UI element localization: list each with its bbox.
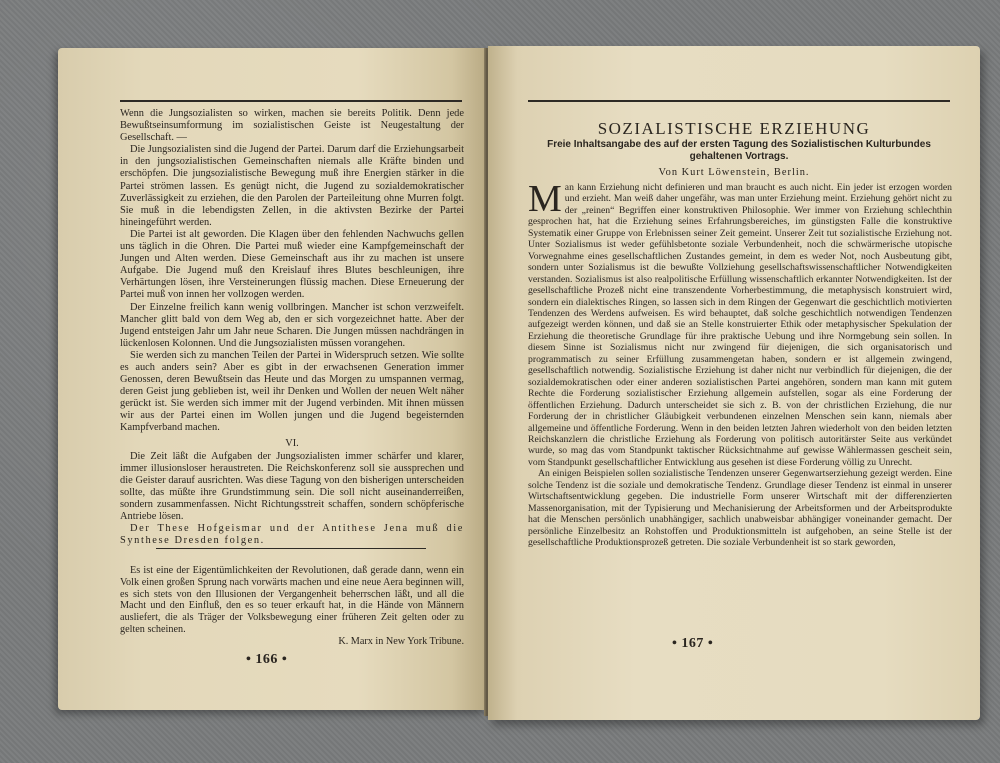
- top-rule-right: [528, 100, 950, 102]
- paragraph: Wenn die Jungsozialisten so wirken, machen sie bereits Politik. Denn jede Bewußtseinsumformung im sozialistischen Geiste ist Neugestaltung der Gesellschaft. —: [120, 108, 464, 144]
- right-body-text: [528, 178, 952, 549]
- paragraph: Sie werden sich zu manchen Teilen der Partei in Widerspruch setzen. Wie sollte es auch anders sein? Aber es gibt in der erwachsenen Generation immer Genossen, deren Bewußtsein das Heute und das Morgen zu umspannen vermag, deren Geist jung geblieben ist, weil ihr Denken und Wollen der neuen Welt näher gerückt ist. Sie werden sich immer mit der Jugend verbinden. Mit ihnen müssen wir aus der Partei einen im Wollen jungen und die Jugend begeisternden Kampfverband machen.: [120, 349, 464, 434]
- paragraph: Der These Hofgeismar und der Antithese Jena muß die Synthese Dresden folgen.: [120, 523, 464, 547]
- right-page: [488, 46, 980, 720]
- article-subtitle: Freie Inhaltsangabe des auf der ersten Tagung des Sozialistischen Kulturbundes gehaltenen Vortrags.: [547, 139, 931, 162]
- paragraph: Die Zeit läßt die Aufgaben der Jungsozialisten immer schärfer und klarer, immer illusionsloser heraustreten. Die Reichskonferenz soll sie aussprechen und die Geister darauf ausrichten. Was diese Tagung von den bisherigen unterscheiden sollte, das müßte ihre Grundstimmung sein. Die soll nicht auseinanderreißen, sondern zusammenfassen. Nicht Richtungsstreit schaffen, sondern schöpferische Antriebe lösen.: [120, 450, 464, 523]
- drop-cap: M: [528, 178, 562, 220]
- paragraph: Der Einzelne freilich kann wenig vollbringen. Mancher ist schon verzweifelt. Mancher glitt bald von dem Weg ab, den er sich vorgezeichnet hatte. Aber der Jugend entsteigen Jahr um Jahr neue Scharen. Die Jungen müssen nachdrängen in lückenlosen Kolonnen. Und die Jungsozialisten müssen vorangehen.: [120, 301, 464, 349]
- paragraph: Die Jungsozialisten sind die Jugend der Partei. Darum darf die Erziehungsarbeit in den jungsozialistischen Gemeinschaften niemals alle Kräfte binden und erschöpfen. Die jungsozialistische Bewegung muß ihre Energien stärker in die Partei strömen lassen. Es genügt nicht, die Jugend zu sozialdemokratischer Zuverlässigkeit zu erziehen, die den Parolen der Parteileitung ohne Murren folgt. Sie muß in die lebendigsten Zellen, in die aktivsten Bezirke der Partei hineingeführt werden.: [120, 144, 464, 228]
- section-heading: VI.: [285, 437, 299, 449]
- page-number-left: • 166 •: [246, 652, 288, 667]
- quote-text: Es ist eine der Eigentümlichkeiten der Revolutionen, daß gerade dann, wenn ein Volk einen großen Sprung nach vorwärts machen und eine neue Aera beginnen will, es sich stets von den Illusionen der Vergangenheit beherrschen läßt, und all die Macht und den Einfluß, den es so teuer erkauft hat, in die Hände von Männern ausliefert, die als Träger der Volksbewegung einer früheren Zeit gelten oder zu gelten scheinen.: [120, 565, 464, 635]
- marx-quote: [120, 565, 464, 648]
- divider-rule: [156, 548, 426, 549]
- quote-signature: K. Marx in New York Tribune.: [338, 635, 464, 647]
- left-body-text: [120, 108, 464, 547]
- article-byline: Von Kurt Löwenstein, Berlin.: [658, 167, 810, 178]
- top-rule-left: [120, 100, 462, 102]
- first-paragraph: [528, 178, 952, 468]
- article-title: SOZIALISTISCHE ERZIEHUNG: [597, 119, 871, 138]
- paragraph: An einigen Beispielen sollen sozialistische Tendenzen unserer Gegenwartserziehung gezeigt werden. Eine solche Tendenz ist die soziale und demokratische Tendenz. Grundlage dieser Tendenz ist einmal in unserer Wirtschaftsentwicklung gegeben. Die industrielle Form unserer Wirtschaft mit der differenzierten Massenorganisation, mit der Typisierung und Mechanisierung der Arbeitsformen und der Arbeitsprodukte hat die Menschen persönlich unabhängiger, sachlich unabweisbar abhängiger voneinander gemacht. Der persönliche Einzelbesitz an Rohstoffen und Produktionsmitteln ist aufgehoben, an seine Stelle ist der gesellschaftliche Produktionsprozeß getreten. Die soziale Verbundenheit ist so stark geworden,: [528, 468, 952, 549]
- first-paragraph-text: an kann Erziehung nicht definieren und man braucht es auch nicht. Ein jeder ist erzogen worden und erzieht. Man weiß daher ungefähr, was man unter Erziehung meint. Erziehung gehört nicht zu der „reinen“ Begriffen einer konstruktiven Philosophie. Wer immer von Erziehung schlechthin gesprochen hat, hat die Erziehung seines Erfahrungsbereiches, im günstigsten Falle die konstruktive Systematik einer Gruppe von Erlebnissen seiner Zeit gemeint. Unserer Zeit tut sozialistische Erziehung not. Unter Sozialismus ist weder gefühlsbetonte soziale Verbundenheit, noch die schwärmerische utopische Vorwegnahme eines gesellschaftlichen Zustandes gemeint, in dem es weder Not, noch Ausbeutung gibt, sondern unter Sozialismus ist die bewußte Vollziehung gesellschaftswissenschaftlicher Notwendigkeiten verstanden. Sozialismus ist also realpolitische Erfüllung wissenschaftlich erkannter Notwendigkeiten. Ist der gesellschaftliche Prozeß nicht eine transzendente Vorherbestimmung, die metaphysisch konstruiert wird, sondern ein dialektisches Ringen, so lassen sich in dem Ringen der Gegenwart die geschichtlich motivierten Tendenzen des Werdens aufweisen. Es wird behauptet, daß solche geschichtlich notwendigen Tendenzen aufgezeigt werden können, und daß sie an Stelle konstruierter Ethik oder metaphysischer Spekulation der Erziehung die theoretische Grundlage für ihre praktische Uebung und ihre Normgebung sein sollen. In diesem Sinne ist Sozialismus nicht nur zwingend für diejenigen, die sich organisatorisch und programmatisch zu seiner Erfüllung zusammengetan haben, sondern er ist allgemein zwingend, gesellschaftlich notwendig. Sozialistische Erziehung ist daher nicht nur verbindlich für diejenigen, die der sozialdemokratischen oder einer anderen sozialistischen Partei angehören, sondern man kann mit gutem Rechte die Forderung sozialistischer Erziehung allgemein aufstellen, sogar als eine Forderung der öffentlichen Erziehung. Dadurch unterscheidet sie sich z. B. von der christlichen Erziehung, die nur Forderung der in christlicher Gläubigkeit verbundenen einzelnen Menschen sein kann, niemals aber allgemeine und öffentliche Forderung. Wenn in den beiden letzten Jahren wiederholt von den beiden letzten Reichskanzlern die christliche Erziehung als Forderung von politisch autoritärster Seite aus verkündet wurde, so mag das vom Standpunkt taktischer Rücksichtnahme auf gewisse Wählermassen gescheit sein, vom Standpunkt gesellschaftlicher Entwicklung aus gesehen ist diese Forderung völlig zu Unrecht.: [528, 182, 952, 468]
- left-page: [58, 48, 486, 710]
- page-number-right: • 167 •: [672, 636, 714, 651]
- paragraph: Die Partei ist alt geworden. Die Klagen über den fehlenden Nachwuchs gellen uns täglich in die Ohren. Die Partei muß wieder eine Kampfgemeinschaft der Jungen und Alten werden. Diese Gemeinschaft aus ihr zu machen ist unsere Aufgabe. Die Jugend muß den Kreislauf ihres Blutes beschleunigen, ihre Verhärtungen lösen, ihre Versteinerungen flüssig machen. Diese Erneuerung der Partei muß von innen her vollzogen werden.: [120, 228, 464, 301]
